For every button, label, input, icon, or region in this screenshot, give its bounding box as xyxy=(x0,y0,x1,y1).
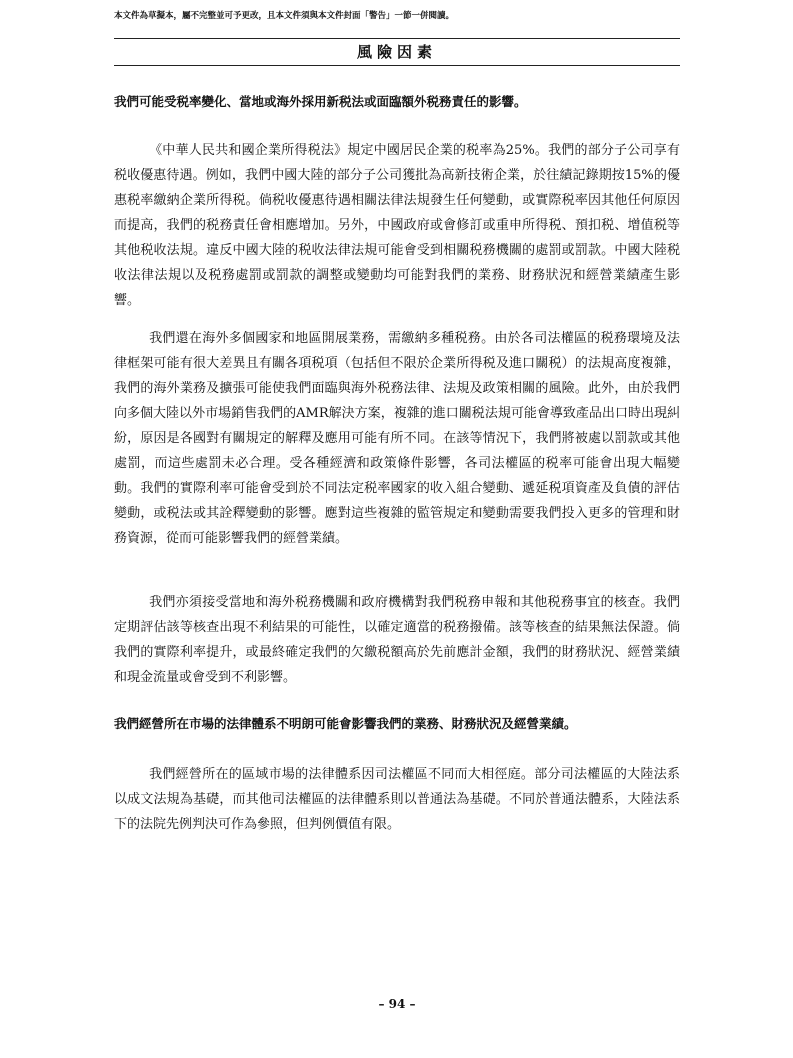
section-title: 風險因素 xyxy=(356,43,437,61)
paragraph-tax-audit: 我們亦須接受當地和海外税務機關和政府機構對我們税務申報和其他税務事宜的核查。我們定期評估該等核查出現不利結果的可能性，以確定適當的税務撥備。該等核查的結果無法保證。倘我們的實際利率提升，或最終確定我們的欠繳税額高於先前應計金額，我們的財務狀況、經營業績和現金流量或會受到不利影響。 xyxy=(114,595,680,685)
header-rule-bottom xyxy=(114,65,680,66)
paragraph-legal-system: 我們經營所在的區域市場的法律體系因司法權區不同而大相徑庭。部分司法權區的大陸法系以成文法規為基礎，而其他司法權區的法律體系則以普通法為基礎。不同於普通法體系，大陸法系下的法院先例判決可作為參照，但判例價值有限。 xyxy=(114,767,680,832)
header-rule-top xyxy=(114,38,680,39)
risk-heading-legal-system: 我們經營所在市場的法律體系不明朗可能會影響我們的業務、財務狀況及經營業績。 xyxy=(114,716,577,731)
page-number: – 94 – xyxy=(378,997,416,1011)
draft-notice: 本文件為草擬本，屬不完整並可予更改，且本文件須與本文件封面「警告」一節一併閱讀。 xyxy=(114,11,455,21)
risk-heading-tax: 我們可能受税率變化、當地或海外採用新税法或面臨額外税務責任的影響。 xyxy=(114,94,527,109)
paragraph-overseas-tax: 我們還在海外多個國家和地區開展業務，需繳納多種税務。由於各司法權區的税務環境及法律框架可能有很大差異且有關各項税項（包括但不限於企業所得税及進口關税）的法規高度複雜，我們的海外業務及擴張可能使我們面臨與海外税務法律、法規及政策相關的風險。此外，由於我們向多個大陸以外市場銷售我們的AMR解決方案，複雜的進口關税法規可能會導致產品出口時出現糾紛，原因是各國對有關規定的解釋及應用可能有所不同。在該等情況下，我們將被處以罰款或其他處罰，而這些處罰未必合理。受各種經濟和政策條件影響，各司法權區的税率可能會出現大幅變動。我們的實際利率可能會受到於不同法定税率國家的收入組合變動、遞延税項資產及負債的評估變動，或税法或其詮釋變動的影響。應對這些複雜的監管規定和變動需要我們投入更多的管理和財務資源，從而可能影響我們的經營業績。 xyxy=(114,331,680,546)
paragraph-tax-law: 《中華人民共和國企業所得税法》規定中國居民企業的税率為25%。我們的部分子公司享有税收優惠待遇。例如，我們中國大陸的部分子公司獲批為高新技術企業，於往績記錄期按15%的優惠税率繳納企業所得税。倘税收優惠待遇相關法律法規發生任何變動，或實際税率因其他任何原因而提高，我們的税務責任會相應增加。另外，中國政府或會修訂或重申所得税、預扣税、增值税等其他税收法規。違反中國大陸的税收法律法規可能會受到相關税務機關的處罰或罰款。中國大陸税收法律法規以及税務處罰或罰款的調整或變動均可能對我們的業務、財務狀況和經營業績產生影響。 xyxy=(114,143,680,308)
